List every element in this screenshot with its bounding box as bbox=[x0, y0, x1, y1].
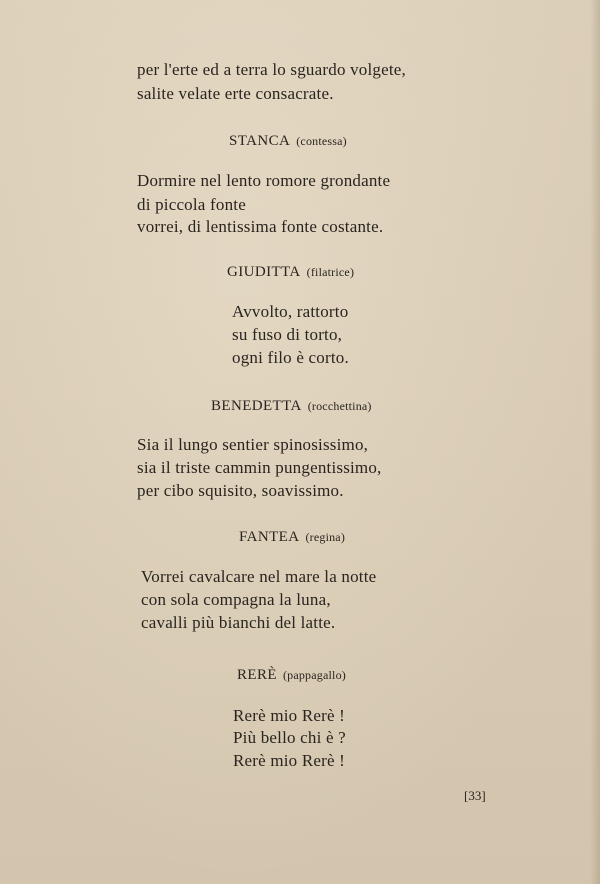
stanca-heading bbox=[229, 133, 347, 150]
benedetta-line-3: per cibo squisito, soavissimo. bbox=[137, 481, 344, 500]
stanca-role: (contessa) bbox=[296, 134, 347, 148]
giuditta-line-3: ogni filo è corto. bbox=[232, 348, 349, 367]
rere-name: RERÈ bbox=[237, 667, 277, 683]
fantea-line-2: con sola compagna la luna, bbox=[141, 590, 331, 609]
giuditta-heading bbox=[227, 264, 354, 281]
page-edge-shadow bbox=[590, 0, 600, 884]
giuditta-role: (filatrice) bbox=[306, 265, 355, 279]
benedetta-line-1: Sia il lungo sentier spinosissimo, bbox=[137, 435, 369, 454]
opening-line-2: salite velate erte consacrate. bbox=[137, 84, 334, 103]
rere-role: (pappagallo) bbox=[282, 668, 346, 682]
stanca-line-2: di piccola fonte bbox=[137, 195, 246, 214]
stanca-line-1: Dormire nel lento romore grondante bbox=[137, 171, 391, 190]
rere-line-2: Più bello chi è ? bbox=[233, 728, 346, 747]
stanca-name: STANCA bbox=[229, 133, 291, 149]
rere-line-1: Rerè mio Rerè ! bbox=[233, 706, 346, 725]
giuditta-line-1: Avvolto, rattorto bbox=[232, 302, 349, 321]
fantea-name: FANTEA bbox=[239, 529, 300, 545]
benedetta-role: (rocchettina) bbox=[307, 399, 372, 413]
benedetta-name: BENEDETTA bbox=[211, 398, 302, 414]
rere-line-3: Rerè mio Rerè ! bbox=[233, 751, 346, 770]
fantea-role: (regina) bbox=[305, 530, 346, 544]
fantea-heading bbox=[239, 529, 345, 546]
stanca-line-3: vorrei, di lentissima fonte costante. bbox=[137, 217, 384, 236]
page-number: [33] bbox=[464, 788, 486, 803]
opening-line-1: per l'erte ed a terra lo sguardo volgete, bbox=[137, 60, 406, 79]
giuditta-line-2: su fuso di torto, bbox=[232, 325, 343, 344]
giuditta-name: GIUDITTA bbox=[227, 264, 301, 280]
rere-heading bbox=[237, 667, 346, 684]
fantea-line-3: cavalli più bianchi del latte. bbox=[141, 613, 336, 632]
benedetta-heading bbox=[211, 398, 372, 415]
fantea-line-1: Vorrei cavalcare nel mare la notte bbox=[141, 567, 377, 586]
benedetta-line-2: sia il triste cammin pungentissimo, bbox=[137, 458, 382, 477]
